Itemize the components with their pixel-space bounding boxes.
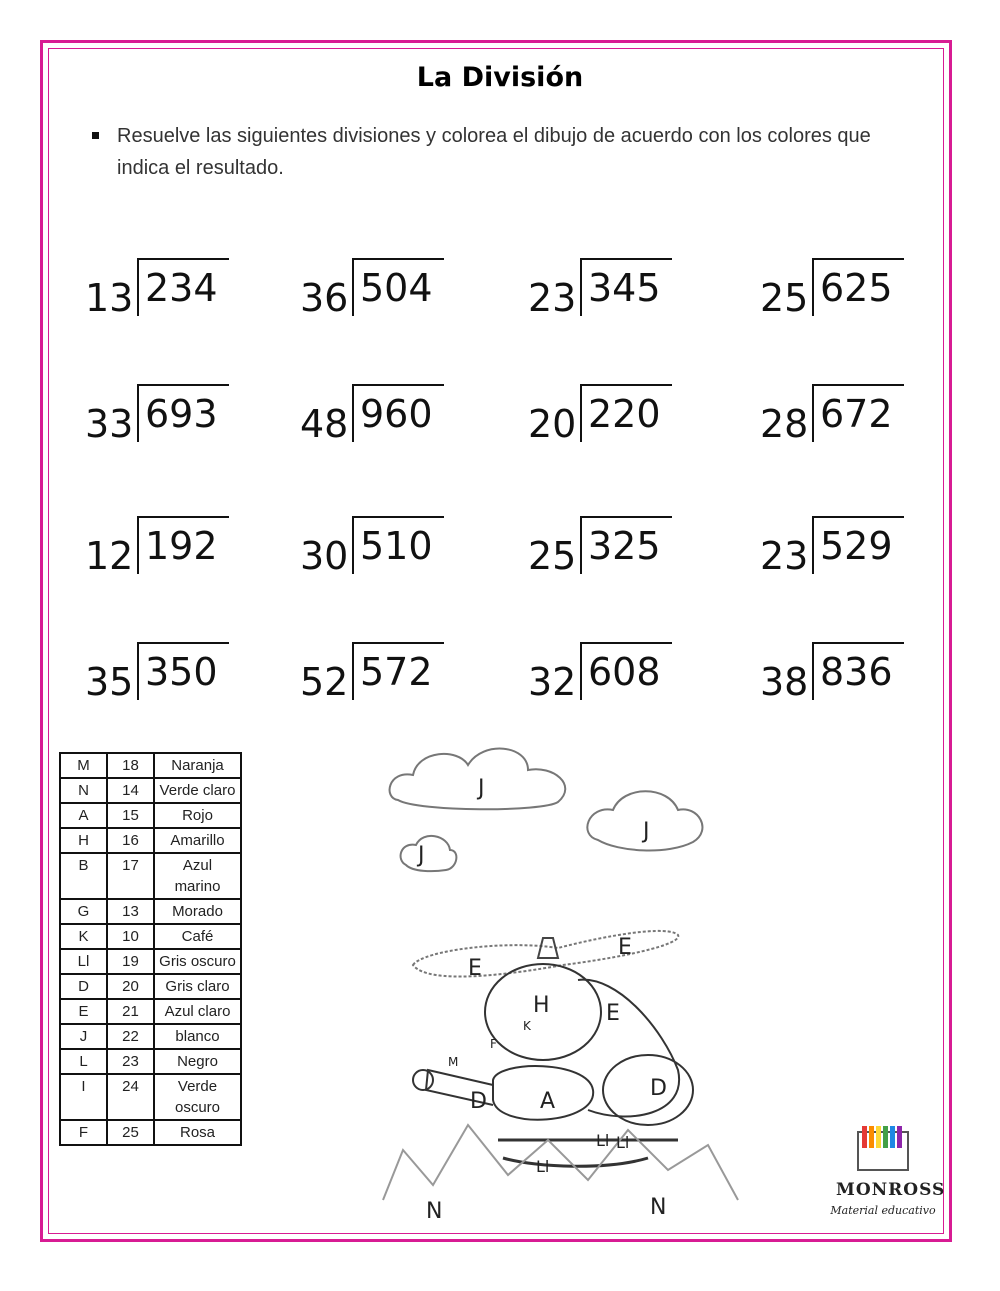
key-letter: H <box>60 828 107 853</box>
divisor: 12 <box>85 534 134 578</box>
body-label: F <box>490 1037 497 1051</box>
table-row <box>60 999 241 1024</box>
key-letter: L <box>60 1049 107 1074</box>
dividend: 192 <box>145 524 218 568</box>
divisor: 20 <box>528 402 577 446</box>
table-row <box>60 1074 241 1120</box>
body-label: E <box>606 1001 620 1026</box>
key-letter: I <box>60 1074 107 1120</box>
key-number: 14 <box>107 778 154 803</box>
division-problem <box>85 258 235 318</box>
table-row <box>60 853 241 899</box>
division-problem <box>300 642 450 702</box>
table-row <box>60 899 241 924</box>
division-problem <box>528 384 678 444</box>
body-label: A <box>540 1089 556 1114</box>
ground-label: N <box>650 1195 667 1220</box>
key-number: 10 <box>107 924 154 949</box>
division-problem <box>528 258 678 318</box>
key-color: Café <box>154 924 241 949</box>
rotor-label: E <box>468 956 482 981</box>
key-letter: F <box>60 1120 107 1145</box>
divisor: 25 <box>528 534 577 578</box>
key-color: Morado <box>154 899 241 924</box>
key-color: Rojo <box>154 803 241 828</box>
logo-tagline: Material educativo <box>830 1204 936 1217</box>
table-row <box>60 949 241 974</box>
dividend: 220 <box>588 392 661 436</box>
division-problem <box>300 258 450 318</box>
key-letter: K <box>60 924 107 949</box>
body-label: Ll <box>596 1131 610 1150</box>
division-problem <box>760 516 910 576</box>
key-number: 17 <box>107 853 154 899</box>
dividend: 572 <box>360 650 433 694</box>
body-label: Ll <box>616 1133 630 1152</box>
table-row <box>60 778 241 803</box>
divisor: 35 <box>85 660 134 704</box>
logo-name: MONROSS <box>836 1180 946 1200</box>
key-color: Azul marino <box>154 853 241 899</box>
key-letter: M <box>60 753 107 778</box>
division-problem <box>760 642 910 702</box>
key-letter: B <box>60 853 107 899</box>
table-row <box>60 974 241 999</box>
key-number: 20 <box>107 974 154 999</box>
divisor: 25 <box>760 276 809 320</box>
dividend: 350 <box>145 650 218 694</box>
key-color: Naranja <box>154 753 241 778</box>
dividend: 625 <box>820 266 893 310</box>
division-problem <box>300 384 450 444</box>
body-label: Ll <box>536 1157 550 1176</box>
divisor: 48 <box>300 402 349 446</box>
divisor: 28 <box>760 402 809 446</box>
divisor: 38 <box>760 660 809 704</box>
dividend: 608 <box>588 650 661 694</box>
key-color: Gris oscuro <box>154 949 241 974</box>
cloud-label: J <box>478 776 485 801</box>
cloud-label: J <box>643 819 650 844</box>
dividend: 529 <box>820 524 893 568</box>
table-row <box>60 1120 241 1145</box>
division-problem <box>85 384 235 444</box>
page-title: La División <box>416 62 584 93</box>
key-color: Negro <box>154 1049 241 1074</box>
key-color: Verde oscuro <box>154 1074 241 1120</box>
rotor-label: E <box>618 935 632 960</box>
divisor: 23 <box>760 534 809 578</box>
table-row <box>60 753 241 778</box>
key-letter: Ll <box>60 949 107 974</box>
division-problem <box>528 642 678 702</box>
divisor: 33 <box>85 402 134 446</box>
divisor: 52 <box>300 660 349 704</box>
key-number: 18 <box>107 753 154 778</box>
brand-logo <box>828 1124 946 1224</box>
key-letter: E <box>60 999 107 1024</box>
key-color: blanco <box>154 1024 241 1049</box>
divisor: 32 <box>528 660 577 704</box>
dividend: 836 <box>820 650 893 694</box>
table-row <box>60 828 241 853</box>
body-label: D <box>650 1076 667 1101</box>
table-row <box>60 1049 241 1074</box>
dividend: 345 <box>588 266 661 310</box>
dividend: 510 <box>360 524 433 568</box>
divisor: 13 <box>85 276 134 320</box>
dividend: 693 <box>145 392 218 436</box>
division-problem <box>760 384 910 444</box>
bullet-icon <box>92 132 99 139</box>
ground-label: N <box>426 1199 443 1224</box>
division-problem <box>300 516 450 576</box>
table-row <box>60 924 241 949</box>
key-color: Rosa <box>154 1120 241 1145</box>
table-row <box>60 803 241 828</box>
division-problem <box>85 642 235 702</box>
key-number: 24 <box>107 1074 154 1120</box>
color-key-table <box>59 752 242 1146</box>
key-letter: A <box>60 803 107 828</box>
division-problem <box>760 258 910 318</box>
key-number: 15 <box>107 803 154 828</box>
dividend: 672 <box>820 392 893 436</box>
key-number: 16 <box>107 828 154 853</box>
dividend: 325 <box>588 524 661 568</box>
key-color: Gris claro <box>154 974 241 999</box>
mountains <box>383 1125 738 1200</box>
body-label: D <box>470 1089 487 1114</box>
key-letter: J <box>60 1024 107 1049</box>
key-number: 21 <box>107 999 154 1024</box>
divisor: 36 <box>300 276 349 320</box>
division-problem <box>85 516 235 576</box>
dividend: 504 <box>360 266 433 310</box>
divisor: 23 <box>528 276 577 320</box>
key-number: 22 <box>107 1024 154 1049</box>
instruction-text: Resuelve las siguientes divisiones y colorea el dibujo de acuerdo con los colores que indica el resultado. <box>117 125 871 179</box>
table-row <box>60 1024 241 1049</box>
key-color: Verde claro <box>154 778 241 803</box>
division-problem <box>528 516 678 576</box>
key-number: 25 <box>107 1120 154 1145</box>
body-label: H <box>533 993 550 1018</box>
cloud-label: J <box>418 843 425 868</box>
divisor: 30 <box>300 534 349 578</box>
key-color: Amarillo <box>154 828 241 853</box>
dividend: 960 <box>360 392 433 436</box>
key-number: 13 <box>107 899 154 924</box>
key-color: Azul claro <box>154 999 241 1024</box>
body-label: M <box>448 1055 459 1069</box>
key-letter: G <box>60 899 107 924</box>
key-letter: N <box>60 778 107 803</box>
key-letter: D <box>60 974 107 999</box>
key-number: 19 <box>107 949 154 974</box>
dividend: 234 <box>145 266 218 310</box>
helicopter-drawing <box>378 730 748 1230</box>
key-number: 23 <box>107 1049 154 1074</box>
cloud-small <box>401 836 457 871</box>
body-label: K <box>523 1019 531 1033</box>
